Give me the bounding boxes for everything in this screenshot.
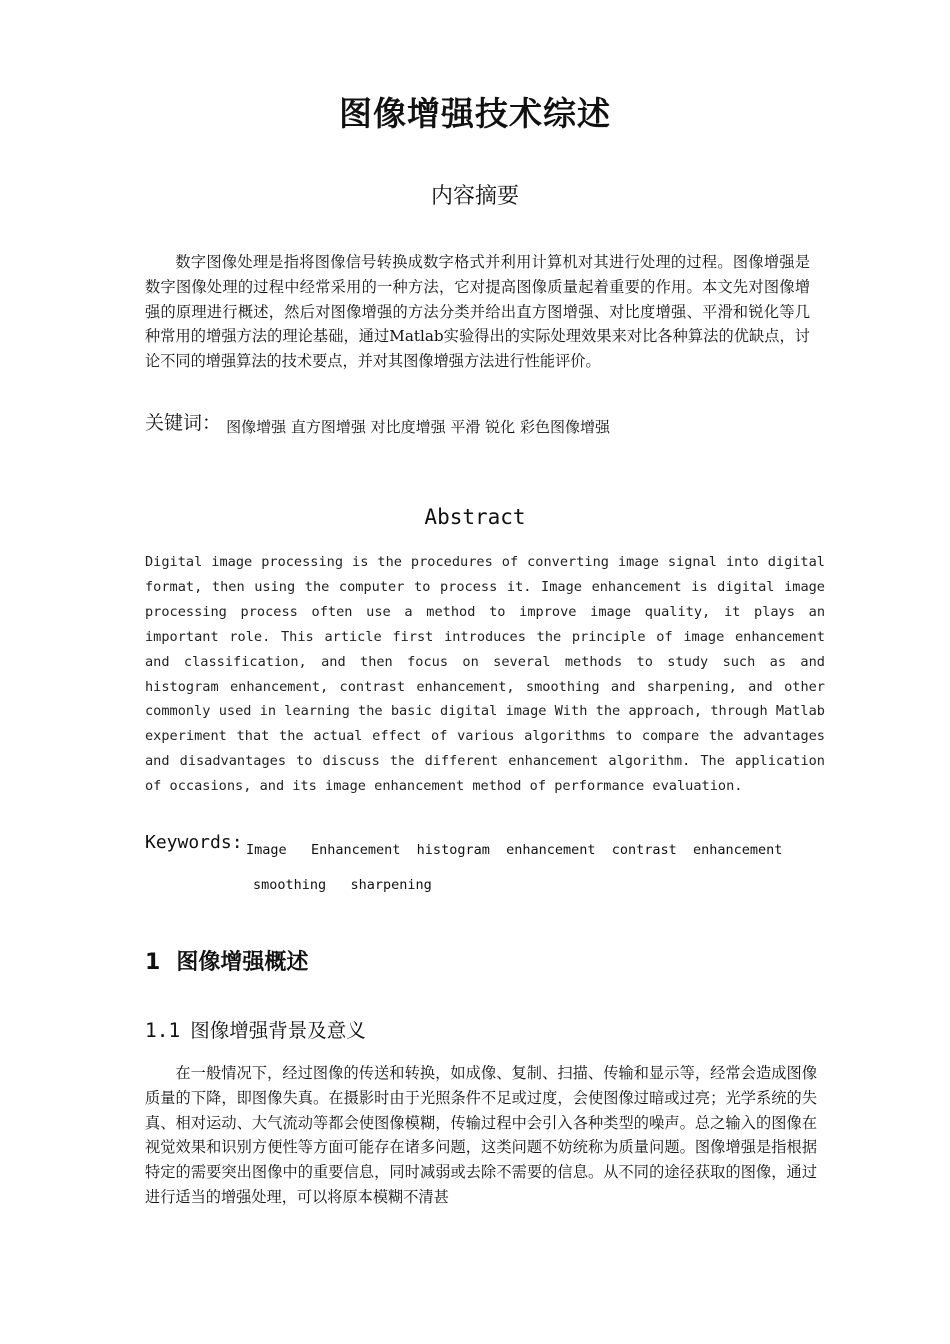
keywords-cn-label: 关键词： bbox=[145, 412, 222, 434]
section-1-1-number: 1.1 bbox=[145, 1019, 181, 1042]
section-1-title: 图像增强概述 bbox=[176, 950, 309, 975]
section-1-1-heading bbox=[145, 1015, 366, 1043]
section-1-1-text: 在一般情况下，经过图像的传送和转换，如成像、复制、扫描、传输和显示等，经常会造成图像质量的下降，即图像失真。在摄影时由于光照条件不足或过度，会使图像过暗或过亮；光学系统的失真、相对运动、大气流动等都会使图像模糊，传输过程中会引入各种类型的噪声。总之输入的图像在视觉效果和识别方便性等方面可能存在诸多问题，这类问题不妨统称为质量问题。图像增强是指根据特定的需要突出图像中的重要信息，同时减弱或去除不需要的信息。从不同的途径获取的图像，通过进行适当的增强处理，可以将原本模糊不清甚 bbox=[145, 1064, 817, 1206]
keywords-en-line2: smoothing sharpening bbox=[253, 877, 432, 893]
section-1-1-title: 图像增强背景及意义 bbox=[190, 1019, 366, 1042]
abstract-en-text: Digital image processing is the procedures of converting image signal into digital format, then using the computer to process it. Image enhancement is digital image processing process often use a method to improve image quality, it plays an important role. This article first introduces the principle of image enhancement and classification, and then focus on several methods to study such as and histogram enhancement, contrast enhancement, smoothing and sharpening, and other commonly used in learning the basic digital image With the approach, through Matlab experiment that the actual effect of various algorithms to compare the advantages and disadvantages to discuss the different enhancement algorithm. The application of occasions, and its image enhancement method of performance evaluation. bbox=[145, 554, 825, 795]
abstract-cn-heading: 内容摘要 bbox=[430, 184, 519, 209]
keywords-cn bbox=[145, 408, 825, 437]
keywords-cn-text: 图像增强 直方图增强 对比度增强 平滑 锐化 彩色图像增强 bbox=[226, 418, 610, 436]
abstract-en-heading: Abstract bbox=[424, 505, 526, 529]
section-1-heading bbox=[145, 945, 308, 976]
keywords-en-line1: Image Enhancement histogram enhancement contrast enhancement bbox=[246, 842, 783, 858]
section-1-number: 1 bbox=[145, 950, 161, 975]
abstract-cn-text: 数字图像处理是指将图像信号转换成数字格式并利用计算机对其进行处理的过程。图像增强是数字图像处理的过程中经常采用的一种方法，它对提高图像质量起着重要的作用。本文先对图像增强的原理进行概述，然后对图像增强的方法分类并给出直方图增强、对比度增强、平滑和锐化等几种常用的增强方法的理论基础，通过Matlab实验得出的实际处理效果来对比各种算法的优缺点，讨论不同的增强算法的技术要点，并对其图像增强方法进行性能评价。 bbox=[145, 253, 810, 371]
paper-title: 图像增强技术综述 bbox=[339, 94, 611, 133]
keywords-en-label: Keywords: bbox=[145, 832, 243, 853]
